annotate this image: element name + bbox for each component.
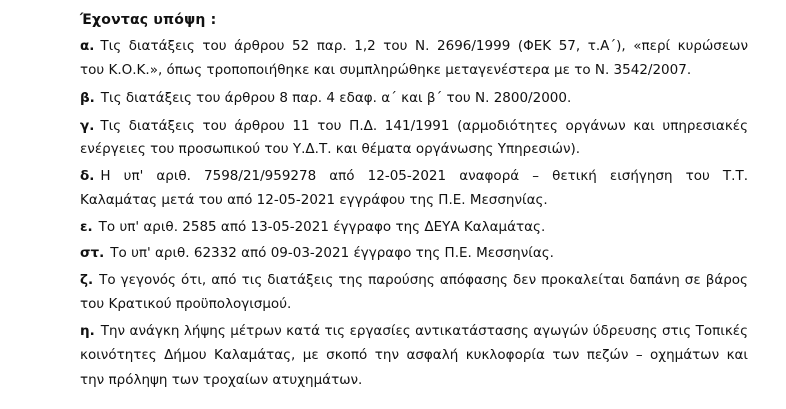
item-z-line-1: ζ. Το γεγονός ότι, από τις διατάξεις της παρούσης απόφασης δεν προκαλείται δαπάνη σε βάρος (80, 272, 748, 288)
item-e-line-1: ε. Το υπ' αριθ. 2585 από 13-05-2021 έγγραφο της ΔΕΥΑ Καλαμάτας. (80, 219, 546, 235)
item-a-line-2: του Κ.Ο.Κ.», όπως τροποποιήθηκε και συμπληρώθηκε μεταγενέστερα με το Ν. 3542/2007. (80, 62, 692, 78)
item-h-line-2: κοινότητες Δήμου Καλαμάτας, με σκοπό την ασφαλή κυκλοφορία των πεζών – οχημάτων και (80, 347, 748, 363)
section-heading: Έχοντας υπόψη : (80, 12, 217, 28)
item-label: β. (80, 90, 95, 106)
item-label: ζ. (80, 272, 94, 288)
item-label: η. (80, 323, 95, 339)
item-d-line-1: δ. Η υπ' αριθ. 7598/21/959278 από 12-05-2021 αναφορά – θετική εισήγηση του Τ.Τ. (80, 168, 748, 184)
item-z-line-2: του Κρατικού προϋπολογισμού. (80, 296, 292, 312)
item-a-line-1: α. Τις διατάξεις του άρθρου 52 παρ. 1,2 του Ν. 2696/1999 (ΦΕΚ 57, τ.Α΄), «περί κυρώσεων (80, 38, 748, 54)
item-st-line-1: στ. Το υπ' αριθ. 62332 από 09-03-2021 έγγραφο της Π.Ε. Μεσσηνίας. (80, 245, 554, 261)
item-d-line-2: Καλαμάτας μετά του από 12-05-2021 εγγράφου της Π.Ε. Μεσσηνίας. (80, 192, 548, 208)
item-label: στ. (80, 245, 105, 261)
item-c-line-2: ενέργειες του προσωπικού του Υ.Δ.Τ. και θέματα οργάνωσης Υπηρεσιών). (80, 141, 581, 157)
item-label: γ. (80, 118, 95, 134)
item-h-line-3: την πρόληψη των τροχαίων ατυχημάτων. (80, 372, 363, 388)
item-label: α. (80, 38, 95, 54)
item-label: δ. (80, 168, 95, 184)
item-label: ε. (80, 219, 93, 235)
item-h-line-1: η. Την ανάγκη λήψης μέτρων κατά τις εργασίες αντικατάστασης αγωγών ύδρευσης στις Τοπικές (80, 323, 748, 339)
item-c-line-1: γ. Τις διατάξεις του άρθρου 11 του Π.Δ. 141/1991 (αρμοδιότητες οργάνων και υπηρεσιακές (80, 118, 748, 134)
item-b-line-1: β. Τις διατάξεις του άρθρου 8 παρ. 4 εδαφ. α΄ και β΄ του Ν. 2800/2000. (80, 90, 572, 106)
